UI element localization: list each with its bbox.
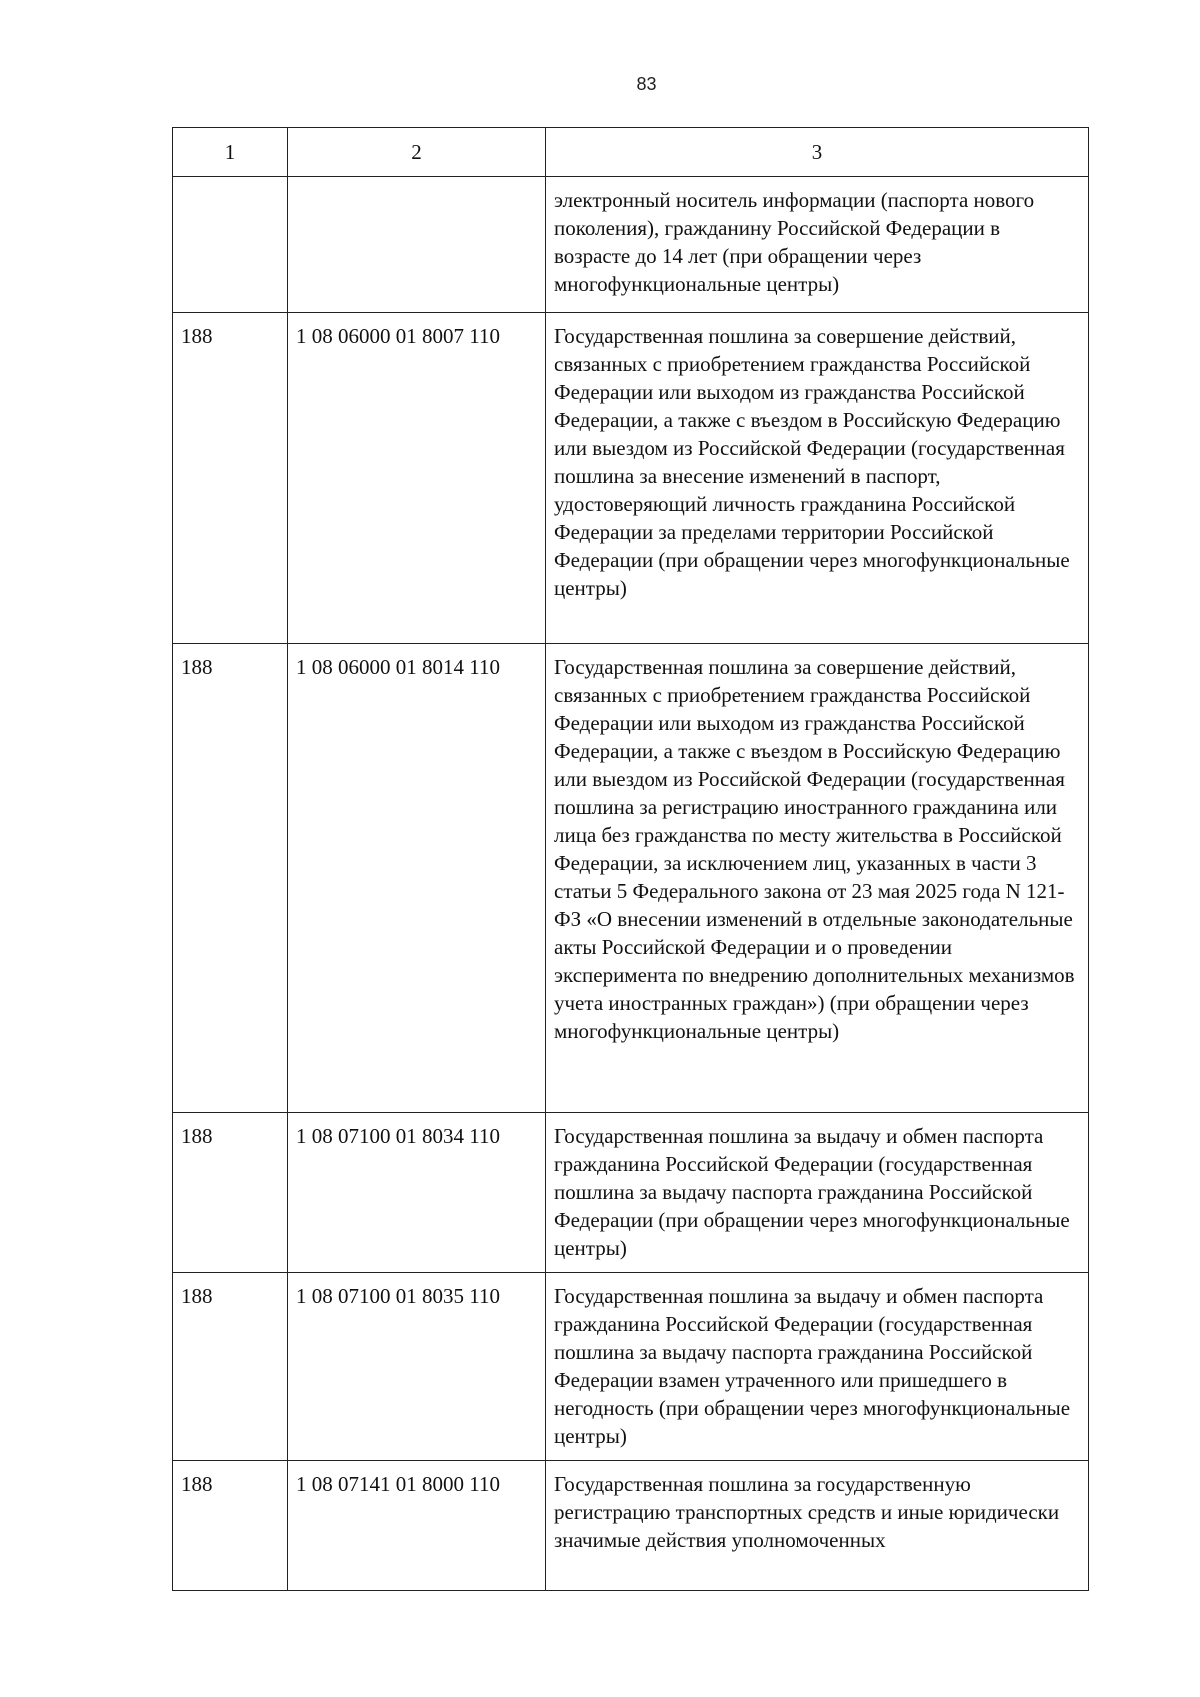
description-cell: Государственная пошлина за совершение действий, связанных с приобретением гражданства Российской Федерации или выходом из гражданства Российской Федерации, а также с въездом в Российскую Федерацию или выездом из Российской Федерации (государственная пошлина за внесение изменений в паспорт, удостоверяющий личность гражданина Российской Федерации за пределами территории Российской Федерации (при обращении через многофункциональные центры) [546, 313, 1089, 644]
admin-code-cell: 188 [173, 1461, 288, 1591]
admin-code-cell: 188 [173, 1273, 288, 1461]
table-body [173, 177, 1089, 1591]
description-cell: Государственная пошлина за совершение действий, связанных с приобретением гражданства Российской Федерации или выходом из гражданства Российской Федерации, а также с въездом в Российскую Федерацию или выездом из Российской Федерации (государственная пошлина за регистрацию иностранного гражданина или лица без гражданства по месту жительства в Российской Федерации, за исключением лиц, указанных в части 3 статьи 5 Федерального закона от 23 мая 2025 года N 121-ФЗ «О внесении изменений в отдельные законодательные акты Российской Федерации и о проведении эксперимента по внедрению дополнительных механизмов учета иностранных граждан») (при обращении через многофункциональные центры) [546, 644, 1089, 1113]
description-cell: Государственная пошлина за государственную регистрацию транспортных средств и иные юридически значимые действия уполномоченных [546, 1461, 1089, 1591]
column-header-2: 2 [288, 128, 546, 177]
table-row [173, 1273, 1089, 1461]
column-header-3: 3 [546, 128, 1089, 177]
admin-code-cell: 188 [173, 313, 288, 644]
table-row [173, 313, 1089, 644]
admin-code-cell: 188 [173, 644, 288, 1113]
table-row [173, 1113, 1089, 1273]
admin-code-cell: 188 [173, 1113, 288, 1273]
header-row [173, 128, 1089, 177]
budget-code-cell: 1 08 06000 01 8014 110 [288, 644, 546, 1113]
table-header [173, 128, 1089, 177]
fee-table [172, 127, 1089, 1591]
table-row [173, 1461, 1089, 1591]
admin-code-cell [173, 177, 288, 313]
table-row [173, 644, 1089, 1113]
budget-code-cell: 1 08 07100 01 8034 110 [288, 1113, 546, 1273]
description-cell: Государственная пошлина за выдачу и обмен паспорта гражданина Российской Федерации (государственная пошлина за выдачу паспорта гражданина Российской Федерации (при обращении через многофункциональные центры) [546, 1113, 1089, 1273]
page-number: 83 [636, 74, 657, 94]
column-header-1: 1 [173, 128, 288, 177]
description-cell: Государственная пошлина за выдачу и обмен паспорта гражданина Российской Федерации (государственная пошлина за выдачу паспорта гражданина Российской Федерации взамен утраченного или пришедшего в негодность (при обращении через многофункциональные центры) [546, 1273, 1089, 1461]
budget-code-cell: 1 08 07100 01 8035 110 [288, 1273, 546, 1461]
table-row [173, 177, 1089, 313]
budget-code-cell: 1 08 06000 01 8007 110 [288, 313, 546, 644]
budget-code-cell: 1 08 07141 01 8000 110 [288, 1461, 546, 1591]
description-cell: электронный носитель информации (паспорта нового поколения), гражданину Российской Федерации в возрасте до 14 лет (при обращении через многофункциональные центры) [546, 177, 1089, 313]
budget-code-cell [288, 177, 546, 313]
